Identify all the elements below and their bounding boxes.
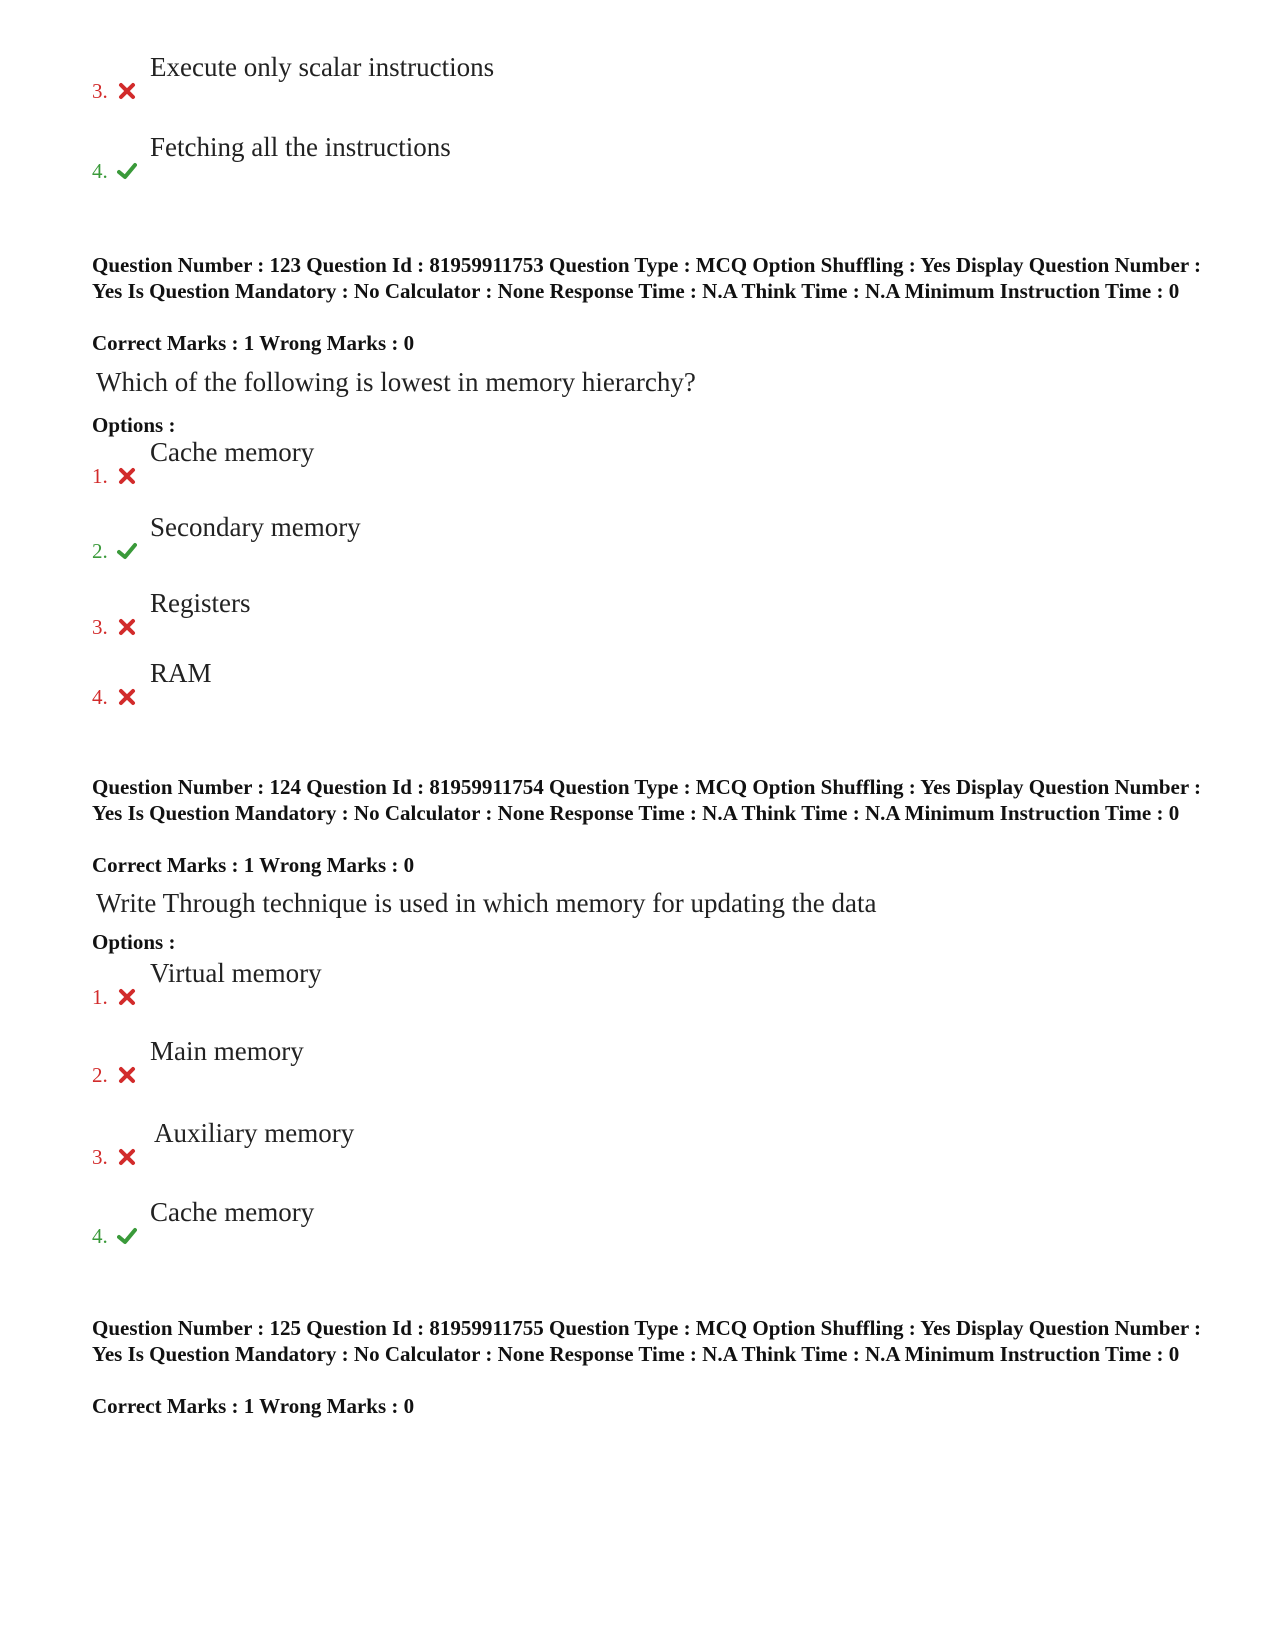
option-row — [92, 958, 992, 1008]
option-text: Cache memory — [150, 1197, 315, 1227]
correct-check-icon — [117, 1227, 137, 1245]
option-text: Virtual memory — [150, 958, 322, 988]
option-number: 4. — [92, 685, 108, 709]
wrong-mark-icon — [117, 82, 137, 100]
wrong-mark-icon — [117, 618, 137, 636]
question-meta: Question Number : 124 Question Id : 81959911754 Question Type : MCQ Option Shuffling : Yes Display Question Number : Yes Is Question Mandatory : No Calculator : None Response Time : N.A Think Time : N.A Minimum Instruction Time : 0 — [92, 775, 1202, 825]
options-label: Options : — [92, 413, 176, 437]
option-row — [92, 437, 992, 487]
correct-check-icon — [117, 542, 137, 560]
option-text: Fetching all the instructions — [150, 132, 451, 162]
wrong-mark-icon — [117, 1148, 137, 1166]
question-text: Which of the following is lowest in memory hierarchy? — [96, 367, 696, 397]
option-number: 2. — [92, 539, 108, 563]
option-text: RAM — [150, 658, 212, 688]
option-number: 3. — [92, 79, 108, 103]
wrong-mark-icon — [117, 988, 137, 1006]
options-label: Options : — [92, 930, 176, 954]
option-text: Main memory — [150, 1036, 304, 1066]
question-marks: Correct Marks : 1 Wrong Marks : 0 — [92, 853, 415, 877]
option-number: 3. — [92, 615, 108, 639]
option-number: 1. — [92, 985, 108, 1009]
correct-check-icon — [117, 162, 137, 180]
option-number: 3. — [92, 1145, 108, 1169]
option-row — [92, 512, 992, 562]
option-number: 2. — [92, 1063, 108, 1087]
question-meta: Question Number : 123 Question Id : 81959911753 Question Type : MCQ Option Shuffling : Yes Display Question Number : Yes Is Question Mandatory : No Calculator : None Response Time : N.A Think Time : N.A Minimum Instruction Time : 0 — [92, 253, 1202, 303]
option-number: 4. — [92, 1224, 108, 1248]
wrong-mark-icon — [117, 1066, 137, 1084]
option-text: Auxiliary memory — [154, 1118, 355, 1148]
option-number: 4. — [92, 159, 108, 183]
wrong-mark-icon — [117, 688, 137, 706]
option-row — [92, 1036, 992, 1086]
option-text: Secondary memory — [150, 512, 361, 542]
wrong-mark-icon — [117, 467, 137, 485]
option-row — [92, 658, 992, 708]
question-meta: Question Number : 125 Question Id : 81959911755 Question Type : MCQ Option Shuffling : Yes Display Question Number : Yes Is Question Mandatory : No Calculator : None Response Time : N.A Think Time : N.A Minimum Instruction Time : 0 — [92, 1316, 1202, 1366]
question-marks: Correct Marks : 1 Wrong Marks : 0 — [92, 1394, 415, 1418]
question-text: Write Through technique is used in which memory for updating the data — [96, 888, 877, 918]
question-marks: Correct Marks : 1 Wrong Marks : 0 — [92, 331, 415, 355]
option-text: Execute only scalar instructions — [150, 52, 495, 82]
option-text: Registers — [150, 588, 251, 618]
option-row — [92, 1197, 992, 1247]
option-row — [92, 588, 992, 638]
option-number: 1. — [92, 464, 108, 488]
option-row — [92, 52, 992, 102]
option-text: Cache memory — [150, 437, 315, 467]
option-row — [92, 1118, 992, 1168]
option-row — [92, 132, 992, 182]
